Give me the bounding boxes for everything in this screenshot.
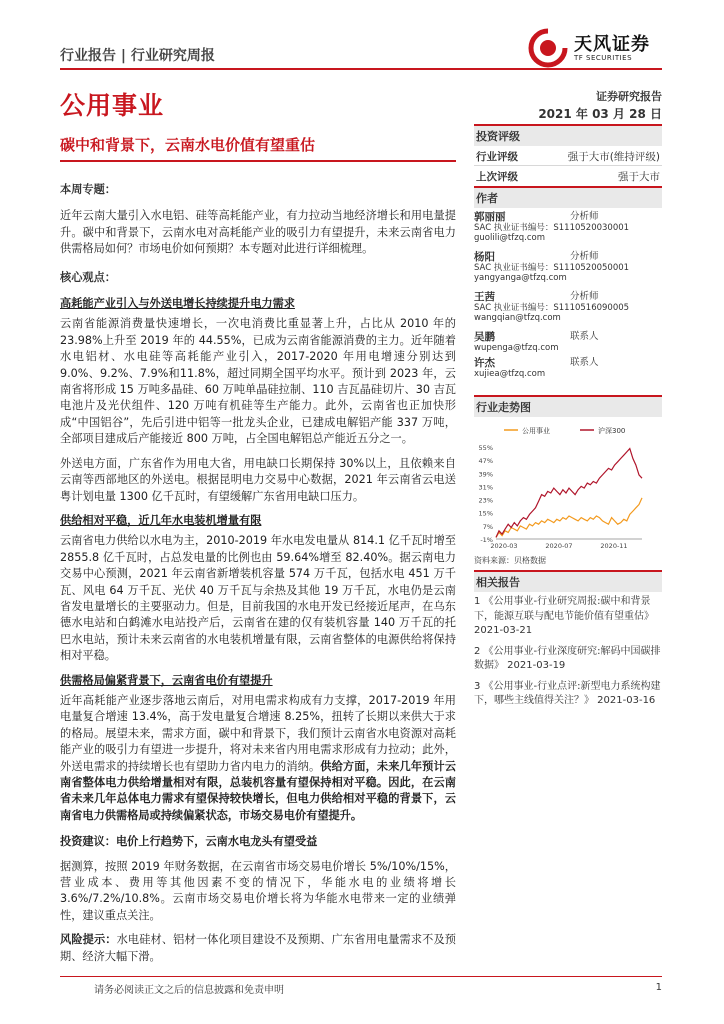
topic-text: 近年云南大量引入水电铝、硅等高耗能产业，有力拉动当地经济增长和用电量提升。碳中和背景下，云南水电对高耗能产业的吸引力有望提升，未来云南省电力供需格局如何？市场电价如何预期？本专题对此进行详细梳理。 <box>60 209 456 256</box>
trend-box <box>474 395 662 566</box>
legend-label: 公用事业 <box>522 427 550 435</box>
author-name: 吴鹏 <box>474 331 495 343</box>
previous-rating-value: 强于大市 <box>618 171 660 183</box>
footer-divider <box>60 976 662 977</box>
investment-label: 投资建议： <box>60 835 116 849</box>
author-email[interactable]: guolili@tfzq.com <box>474 233 545 243</box>
related-heading: 相关报告 <box>474 570 662 592</box>
main-body <box>60 182 456 965</box>
logo-text: 天风证券 <box>574 34 650 55</box>
paragraph-demand: 云南省能源消费量快速增长，一次电消费比重显著上升，占比从 2010 年的 23.98%上升至 2019 年的 44.55%，已成为云南省能源消费的主力。近年随着水电铝材、水电硅等高耗能产业引入，2017-2020 年用电增速分别达到 9.0%、9.2%、7.9%和11.8%，超过同期全国平均水平。预计到 2023 年，云南省将形成 15 万吨多晶硅、60 万吨单晶硅拉制、110 吉瓦晶硅切片、30 吉瓦电池片及光伏组件、120 万吨有机硅等生产能力。此外，云南省也正加快形成“中国铝谷”，先后引进中铝等一批龙头企业，已建成电解铝产能 337 万吨，全部项目建成后产能接近 800 万吨，占全国电解铝总产能近五分之一。 <box>60 317 456 446</box>
header-divider <box>60 68 662 70</box>
author-name: 郭丽丽 <box>474 211 506 223</box>
industry-rating-label: 行业评级 <box>476 151 518 163</box>
author-email[interactable]: wupenga@tfzq.com <box>474 342 559 353</box>
author-entry <box>474 358 662 384</box>
paragraph-supply: 云南省电力供给以水电为主，2010-2019 年水电发电量从 814.1 亿千瓦时增至 2855.8 亿千瓦时，占总发电量的比例也由 59.64%增至 82.40%。据云南电力交易中心预测，2021 年云南省新增装机容量 574 万千瓦，包括水电 451 万千瓦、风电 64 万千瓦、光伏 40 万千瓦与余热及其他 19 万千瓦，水电仍是云南省发电量增长的主要驱动力。但是，目前我国的水电开发已经接近尾声，在乌东德水电站和白鹤滩水电站投产后，云南省在建的仅有装机容量 140 万千瓦的托巴水电站，预计未来云南省的水电装机增量有限，云南省整体的电源供给将保持相对平稳。 <box>60 534 456 663</box>
investment-heading: 电价上行趋势下，云南水电龙头有望受益 <box>115 835 318 849</box>
authors-heading: 作者 <box>474 186 662 208</box>
rating-box <box>474 124 662 185</box>
disclaimer[interactable]: 请务必阅读正文之后的信息披露和免责申明 <box>94 985 284 996</box>
author-cert: SAC 执业证书编号：S1110520050001 <box>474 262 630 273</box>
author-email[interactable]: yangyanga@tfzq.com <box>474 273 567 283</box>
risk-text: 水电硅材、铝材一体化项目建设不及预期、广东省用电量需求不及预期、经济大幅下滑。 <box>60 933 456 963</box>
paragraph-price-c: 在云南省未来几年总体电力需求有望保持较快增长，但电力供给相对平稳的背景下，云南省电力供需格局或持续偏紧状态，市场交易电价有望提升。 <box>60 776 456 822</box>
rating-heading: 投资评级 <box>474 124 662 146</box>
author-name: 许杰 <box>474 357 495 369</box>
report-date: 2021 年 03 月 28 日 <box>538 107 662 121</box>
author-role: 分析师 <box>570 211 599 222</box>
topic-label: 本周专题： <box>60 183 116 196</box>
author-cert: SAC 执业证书编号：S1110516090005 <box>474 302 630 313</box>
y-tick-label: 55% <box>478 444 493 452</box>
author-email[interactable]: wangqian@tfzq.com <box>474 313 561 323</box>
risk-label: 风险提示： <box>60 933 117 947</box>
related-report-item[interactable]: 3 《公用事业-行业点评:新型电力系统构建下，哪些主线值得关注？》 2021-03-16 <box>474 680 661 706</box>
section-heading-supply: 供给相对平稳，近几年水电装机增量有限 <box>60 513 262 527</box>
y-tick-label: 7% <box>482 522 493 531</box>
x-tick-label: 2020-07 <box>545 542 573 550</box>
chart-source: 资料来源：贝格数据 <box>474 556 546 565</box>
author-name: 杨阳 <box>474 251 495 263</box>
previous-rating-label: 上次评级 <box>476 171 518 183</box>
report-label: 证券研究报告 <box>596 90 662 103</box>
author-role: 联系人 <box>570 331 599 342</box>
trend-chart <box>474 421 662 553</box>
report-type: 行业报告 | 行业研究周报 <box>60 48 215 64</box>
trend-heading: 行业走势图 <box>474 395 662 417</box>
page-number: 1 <box>655 982 662 993</box>
paragraph-price <box>60 693 456 824</box>
sector-title: 公用事业 <box>60 91 165 120</box>
y-tick-label: 47% <box>478 457 493 466</box>
related-report-item[interactable]: 1 《公用事业-行业研究周报:碳中和背景下，能源互联与配电节能价值有望重估》 2021-03-21 <box>474 596 654 636</box>
y-tick-label: 39% <box>478 470 493 479</box>
logo-subtext: TF SECURITIES <box>574 54 633 62</box>
paragraph-investment: 据测算，按照 2019 年财务数据，在云南省市场交易电价增长 5%/10%/15%，营业成本、费用等其他因素不变的情况下，华能水电的业绩将增长 3.6%/7.2%/10.8%。云南市场交易电价增长将为华能水电带来一定的业绩弹性，建议重点关注。 <box>60 859 456 922</box>
core-label: 核心观点： <box>60 270 116 284</box>
paragraph-price-b: 供给方面，未来几年预计云南省整体电力供给增量相对有限，总装机容量有望保持相对平稳。因此， <box>60 759 456 789</box>
paragraph-price-a: 近年高耗能产业逐步落地云南后，对用电需求构成有力支撑，2017-2019 年用电量复合增速 13.4%，高于发电量复合增速 8.25%，扭转了长期以来供大于求的格局。展望未来，需求方面，碳中和背景下，我们预计云南省水电资源对高耗能产业的吸引力有望进一步提升，将对未来省内用电需求形成有力拉动；此外，外送电需求的持续增长也有望助力省内电力的消纳。 <box>60 693 456 773</box>
y-tick-label: -1% <box>480 536 493 544</box>
related-report-item[interactable]: 2 《公用事业-行业深度研究:解码中国碳排数据》 2021-03-19 <box>474 645 661 671</box>
y-tick-label: 15% <box>478 509 493 518</box>
related-box <box>474 570 662 715</box>
x-tick-label: 2020-03 <box>490 542 518 550</box>
author-name: 王茜 <box>474 291 495 303</box>
legend-label: 沪深300 <box>598 427 626 435</box>
paragraph-export: 外送电方面，广东省作为用电大省，用电缺口长期保持 30%以上，且依赖来自云南等西部地区的外送电。根据昆明电力交易中心数据，2021 年云南省云电送粤计划电量 1300 亿千瓦时，有望缓解广东省用电缺口压力。 <box>60 456 456 503</box>
company-logo <box>528 28 668 70</box>
logo-mark-icon <box>528 28 568 68</box>
y-tick-label: 23% <box>478 496 493 505</box>
title-divider <box>60 160 456 162</box>
author-cert: SAC 执业证书编号：S1110520030001 <box>474 222 630 233</box>
industry-rating-value: 强于大市(维持评级) <box>567 151 660 163</box>
section-heading-price: 供需格局偏紧背景下，云南省电价有望提升 <box>60 673 273 687</box>
section-heading-demand: 高耗能产业引入与外送电增长持续提升电力需求 <box>60 297 295 311</box>
author-entry <box>474 212 662 252</box>
author-entry <box>474 292 662 332</box>
author-entry <box>474 252 662 292</box>
page-title: 碳中和背景下，云南水电价值有望重估 <box>60 136 316 154</box>
author-role: 分析师 <box>570 251 599 262</box>
author-role: 分析师 <box>570 291 599 302</box>
y-tick-label: 31% <box>478 483 493 492</box>
author-role: 联系人 <box>570 357 599 368</box>
author-email[interactable]: xujiea@tfzq.com <box>474 368 546 379</box>
author-entry <box>474 332 662 358</box>
authors-box <box>474 186 662 384</box>
x-tick-label: 2020-11 <box>600 542 628 550</box>
series-line <box>496 498 642 538</box>
series-line <box>496 449 642 538</box>
